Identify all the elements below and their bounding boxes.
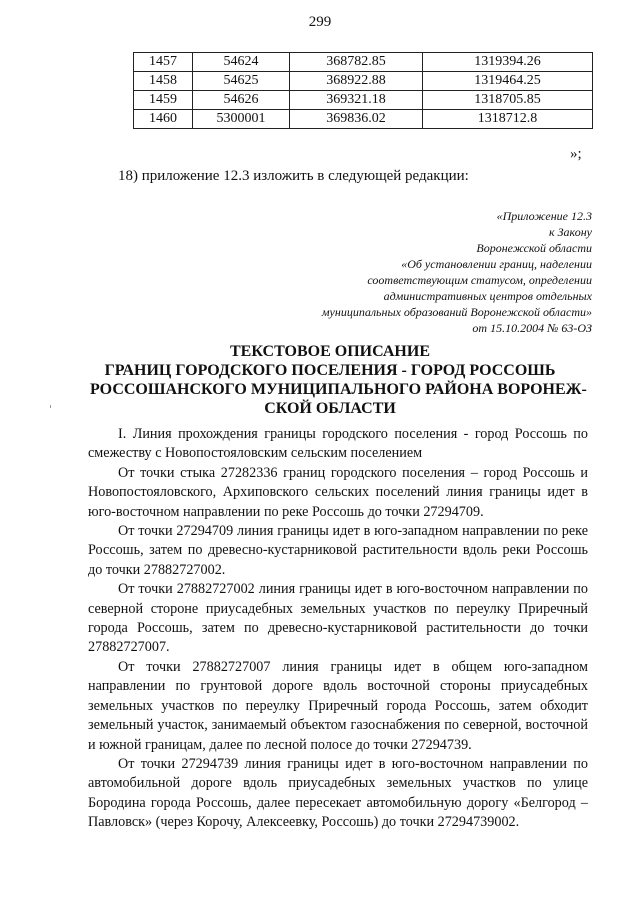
appendix-line: к Закону [549,225,592,239]
appendix-line: «Приложение 12.3 [496,209,592,223]
margin-mark [50,405,51,408]
table-cell: 5300001 [193,110,290,129]
table-cell: 368782.85 [290,53,423,72]
document-title [90,342,587,418]
table-cell: 369321.18 [290,91,423,110]
table-cell: 1318705.85 [423,91,593,110]
page-number: 299 [308,14,332,30]
table-cell: 1457 [134,53,193,72]
table-cell: 54626 [193,91,290,110]
appendix-header [322,208,592,336]
closing-quote-mark: »; [570,146,582,162]
paragraph: От точки 27882727007 линия границы идет в общем юго-западном направлении по грунтовой дороге вдоль восточной стороны приусадебных земельных участков по переулку Приречный города Россошь, затем обходит земельный участок, занимаемый объектом газоснабжения по северной, восточной и южной границам, далее по лесной полосе до точки 27294739. [88,658,588,753]
table-cell: 54625 [193,72,290,91]
title-line: ТЕКСТОВОЕ ОПИСАНИЕ [229,343,430,360]
table-cell: 1458 [134,72,193,91]
section-heading-paragraph: I. Линия прохождения границы городского поселения - город Россошь по смежеству с Новопостояловским сельским поселением [88,426,588,462]
appendix-line: «Об установлении границ, наделении [401,257,592,271]
document-body [88,425,588,833]
table-cell: 1319394.26 [423,53,593,72]
appendix-line: Воронежской области [476,241,592,255]
table-row [134,91,593,110]
appendix-line: муниципальных образований Воронежской области» [321,305,592,319]
coordinates-table [133,52,593,129]
appendix-line: от 15.10.2004 № 63-ОЗ [472,321,592,335]
table-cell: 1319464.25 [423,72,593,91]
title-line: ГРАНИЦ ГОРОДСКОГО ПОСЕЛЕНИЯ - ГОРОД РОССОШЬ [104,362,556,379]
paragraph: От точки 27294739 линия границы идет в юго-восточном направлении по автомобильной дороге вдоль приусадебных земельных участков по улице Бородина города Россошь, далее пересекает автомобильную дорогу «Белгород – Павловск» (через Корочу, Алексеевку, Россошь) до точки 27294739002. [88,755,588,831]
paragraph: От точки 27882727002 линия границы идет в юго-восточном направлении по северной стороне приусадебных земельных участков по переулку Приречный города Россошь, затем по древесно-кустарниковой растительности до точки 27882727007. [88,581,588,656]
table-row [134,72,593,91]
table-row [134,53,593,72]
paragraph: От точки 27294709 линия границы идет в юго-западном направлении по реке Россошь, затем по древесно-кустарниковой растительности вдоль реки Россошь до точки 27882727002. [88,523,588,578]
table-cell: 368922.88 [290,72,423,91]
appendix-line: административных центров отдельных [383,289,592,303]
table-cell: 1460 [134,110,193,129]
amendment-intro: 18) приложение 12.3 изложить в следующей редакции: [118,168,469,184]
appendix-line: соответствующим статусом, определении [367,273,592,287]
table-row [134,110,593,129]
table-cell: 1318712.8 [423,110,593,129]
table-cell: 369836.02 [290,110,423,129]
paragraph: От точки стыка 27282336 границ городского поселения – город Россошь и Новопостояловского, Архиповского сельских поселений линия границы идет в юго-восточном направлении по реке Россошь до точки 27294709. [88,464,588,520]
table-cell: 54624 [193,53,290,72]
title-line: СКОЙ ОБЛАСТИ [264,400,396,417]
table-cell: 1459 [134,91,193,110]
title-line: РОССОШАНСКОГО МУНИЦИПАЛЬНОГО РАЙОНА ВОРОНЕЖ- [90,381,587,398]
